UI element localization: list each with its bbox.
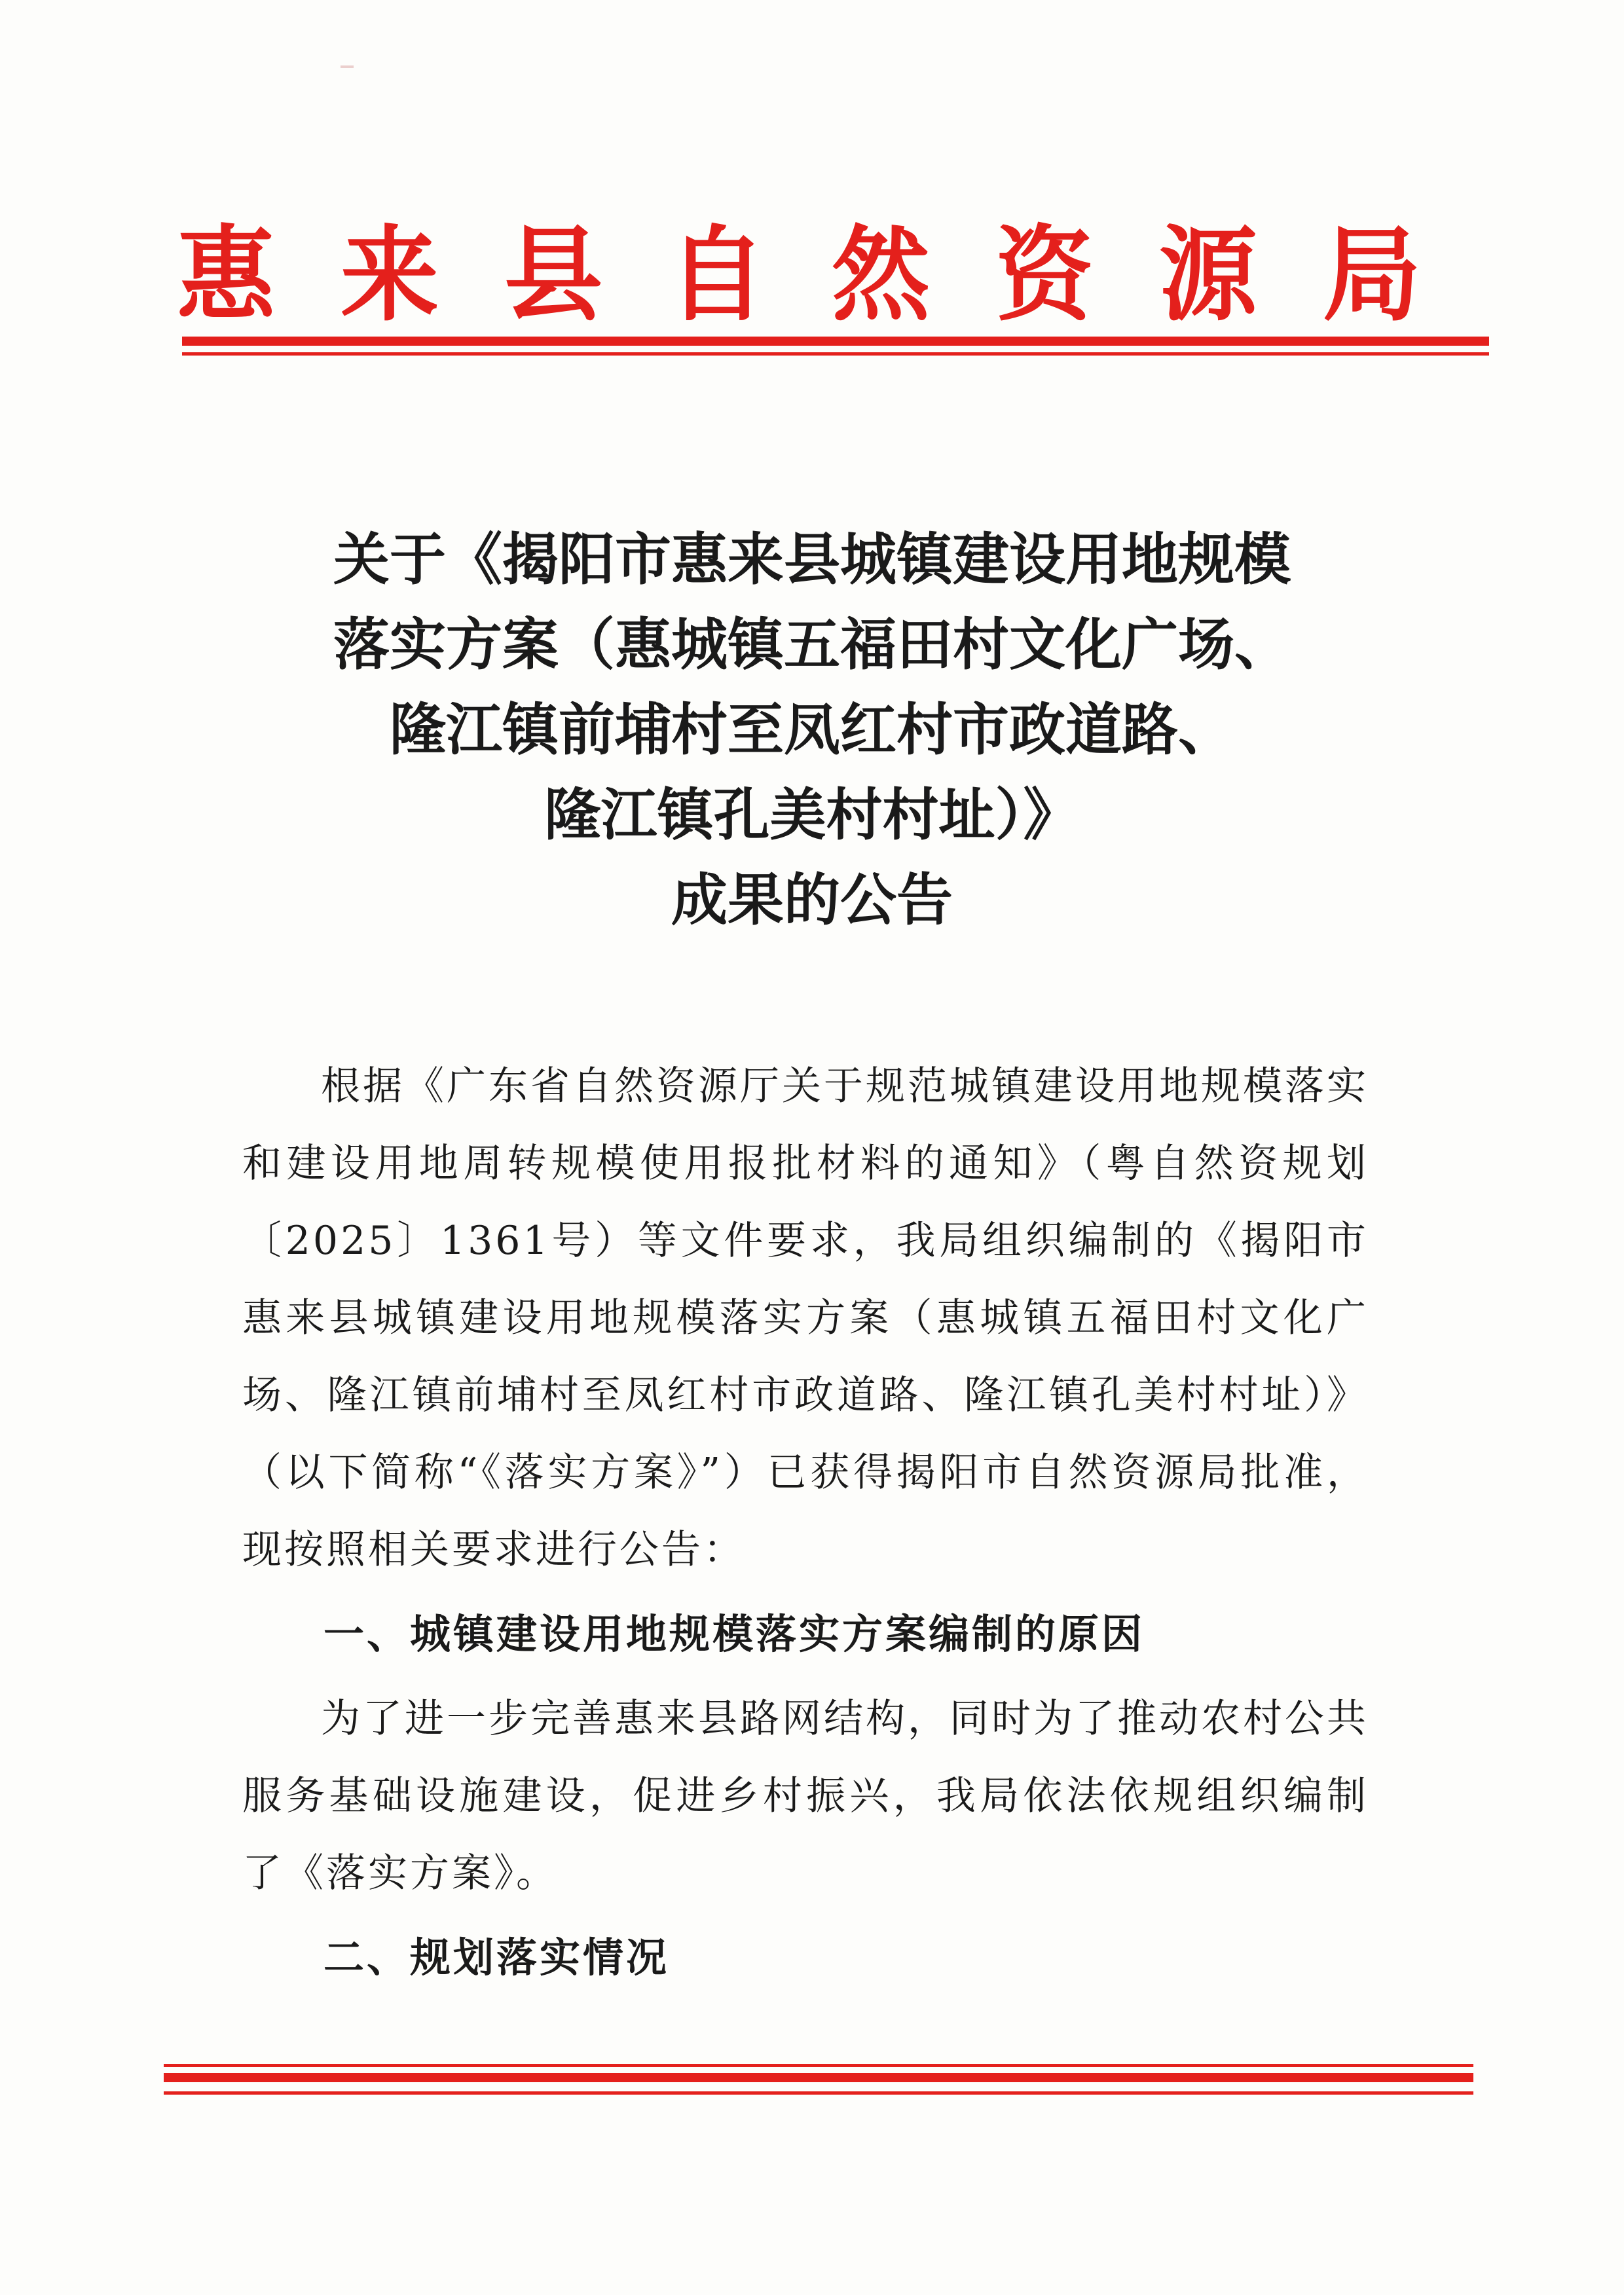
title-line: 关于《揭阳市惠来县城镇建设用地规模 xyxy=(333,527,1291,593)
masthead-char: 局 xyxy=(1322,214,1421,336)
masthead-rule-thick xyxy=(182,337,1489,346)
title-line: 落实方案（惠城镇五福田村文化广场、 xyxy=(333,612,1291,678)
title-line: 隆江镇前埔村至凤红村市政道路、 xyxy=(390,697,1234,763)
section-heading: 一、城镇建设用地规模落实方案编制的原因 xyxy=(323,1610,1145,1658)
section-paragraph: 为了进一步完善惠来县路网结构，同时为了推动农村公共服务基础设施建设，促进乡村振兴，我局依法依规组织编制了《落实方案》。 xyxy=(242,1696,1369,1896)
title-line: 成果的公告 xyxy=(671,868,953,933)
scan-mark xyxy=(341,65,354,68)
masthead-char: 然 xyxy=(831,214,930,336)
intro-paragraph: 根据《广东省自然资源厅关于规范城镇建设用地规模落实和建设用地周转规模使用报批材料的通知》（粤自然资规划〔2025〕1361号）等文件要求，我局组织编制的《揭阳市惠来县城镇建设用地规模落实方案（惠城镇五福田村文化广场、隆江镇前埔村至凤红村市政道路、隆江镇孔美村村址）》（以下简称“《落实方案》”）已获得揭阳市自然资源局批准，现按照相关要求进行公告： xyxy=(242,1063,1369,1573)
masthead-char: 惠 xyxy=(177,214,276,336)
document-body xyxy=(242,1048,1369,2004)
footer-rule-thin xyxy=(164,2064,1473,2067)
section-heading: 二、规划落实情况 xyxy=(323,1934,670,1981)
masthead-char: 县 xyxy=(504,214,602,336)
masthead xyxy=(177,203,1421,347)
masthead-char: 资 xyxy=(995,214,1094,336)
document-title xyxy=(196,517,1428,943)
masthead-char: 自 xyxy=(667,214,766,336)
footer-rule-thin xyxy=(164,2091,1473,2095)
masthead-char: 来 xyxy=(340,214,439,336)
footer-rule-thick xyxy=(164,2073,1473,2082)
masthead-rule-thin xyxy=(182,352,1489,356)
masthead-char: 源 xyxy=(1158,214,1257,336)
title-line: 隆江镇孔美村村址）》 xyxy=(544,782,1080,848)
